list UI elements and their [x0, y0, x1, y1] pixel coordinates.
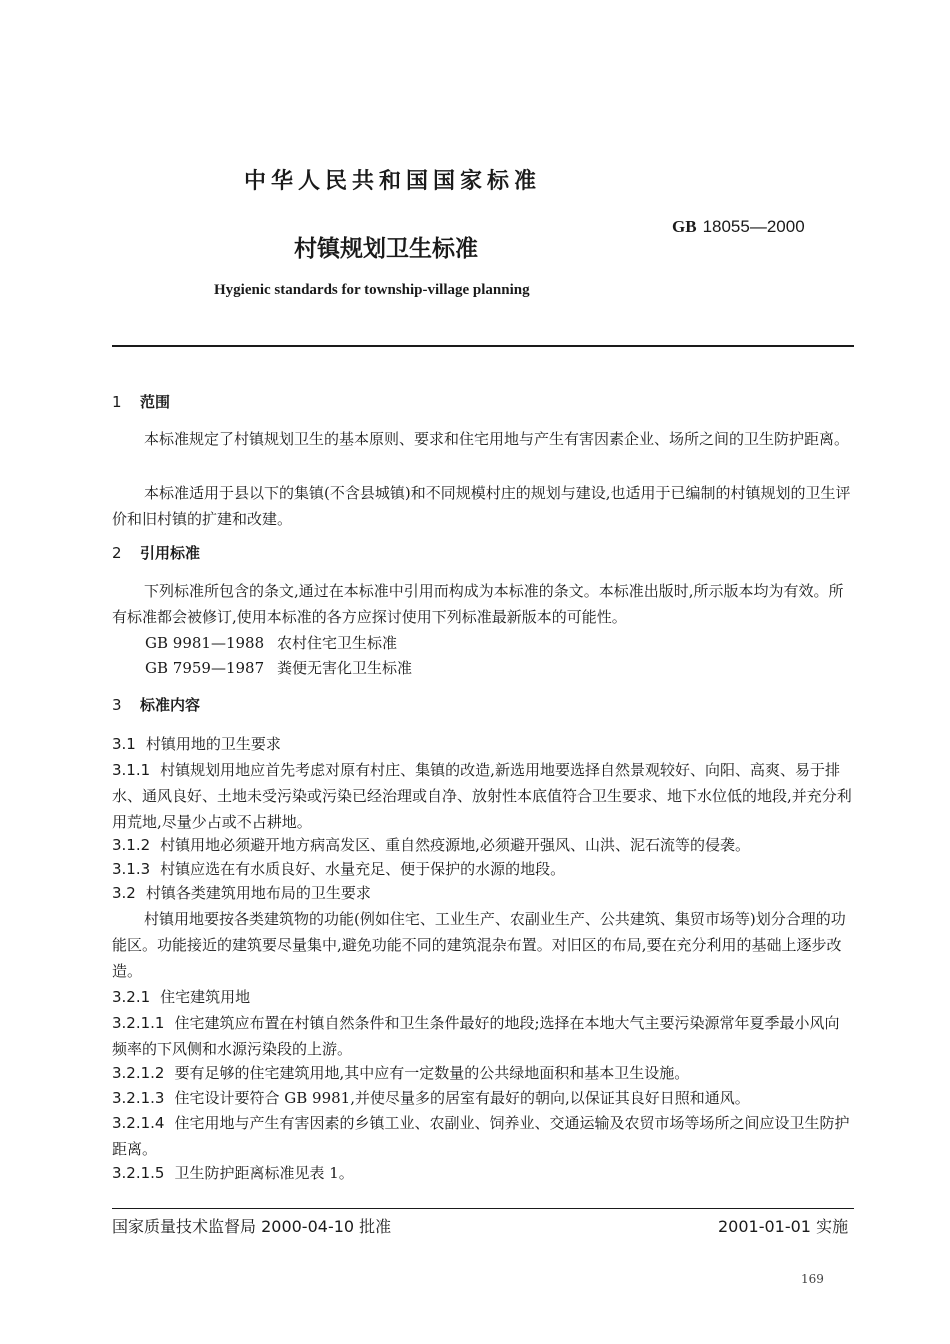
clause-number: 3.2.1.2 [112, 1064, 165, 1082]
clause-text: 村镇各类建筑用地布局的卫生要求 [145, 884, 371, 902]
section-number: 2 [112, 544, 122, 562]
clause-text: 要有足够的住宅建筑用地,其中应有一定数量的公共绿地面积和基本卫生设施。 [174, 1064, 690, 1082]
clause-text: 住宅用地与产生有害因素的乡镇工业、农副业、饲养业、交通运输及农贸市场等场所之间应设卫生防护距离。 [112, 1114, 850, 1158]
clause-text: 村镇应选在有水质良好、水量充足、便于保护的水源的地段。 [160, 860, 566, 878]
clause-number: 3.1.3 [112, 860, 151, 878]
clause-text: 住宅设计要符合 GB 9981,并使尽量多的居室有最好的朝向,以保证其良好日照和通风。 [174, 1089, 750, 1107]
clause-3-2-1-5 [112, 1160, 854, 1186]
clause-3-2 [112, 880, 854, 906]
clause-number: 3.1 [112, 735, 136, 753]
header-divider [112, 345, 854, 347]
document-title-cn: 村镇规划卫生标准 [294, 236, 478, 262]
clause-number: 3.1.2 [112, 836, 151, 854]
clause-number: 3.2.1.4 [112, 1114, 165, 1132]
clause-3-1-1 [112, 757, 854, 835]
national-standard-heading: 中华人民共和国国家标准 [244, 169, 542, 194]
section-number: 1 [112, 393, 122, 411]
section-1-heading [112, 389, 854, 415]
page-number: 169 [801, 1272, 824, 1286]
clause-number: 3.2.1.3 [112, 1089, 165, 1107]
clause-number: 3.2.1.5 [112, 1164, 165, 1182]
clause-3-1 [112, 731, 854, 757]
approval-date: 国家质量技术监督局 2000-04-10 批准 [112, 1217, 392, 1236]
clause-number: 3.2.1.1 [112, 1014, 165, 1032]
clause-number: 3.2.1 [112, 988, 151, 1006]
reference-code: GB 9981—1988 [145, 634, 265, 652]
section-2-heading [112, 540, 854, 566]
section-1-paragraph-2: 本标准适用于县以下的集镇(不含县城镇)和不同规模村庄的规划与建设,也适用于已编制的村镇规划的卫生评价和旧村镇的扩建和改建。 [112, 484, 851, 528]
reference-standard-item [145, 656, 412, 680]
clause-number: 3.1.1 [112, 761, 151, 779]
clause-3-2-1-2 [112, 1060, 854, 1086]
implementation-date: 2001-01-01 实施 [718, 1217, 849, 1236]
section-title: 标准内容 [140, 696, 201, 714]
reference-standard-item [145, 631, 397, 655]
clause-text: 村镇用地必须避开地方病高发区、重自然疫源地,必须避开强风、山洪、泥石流等的侵袭。 [160, 836, 750, 854]
section-title: 引用标准 [140, 544, 201, 562]
clause-3-2-paragraph: 村镇用地要按各类建筑物的功能(例如住宅、工业生产、农副业生产、公共建筑、集贸市场等)划分合理的功能区。功能接近的建筑要尽量集中,避免功能不同的建筑混杂布置。对旧区的布局,要在充分利用的基础上逐步改造。 [112, 910, 846, 980]
clause-3-2-1-4 [112, 1110, 854, 1162]
clause-text: 卫生防护距离标准见表 1。 [174, 1164, 354, 1182]
clause-3-1-2 [112, 832, 854, 858]
clause-3-2-1-3 [112, 1085, 854, 1111]
section-2-paragraph: 下列标准所包含的条文,通过在本标准中引用而构成为本标准的条文。本标准出版时,所示版本均为有效。所有标准都会被修订,使用本标准的各方应探讨使用下列标准最新版本的可能性。 [112, 582, 844, 626]
clause-text: 村镇用地的卫生要求 [145, 735, 281, 753]
reference-name: 农村住宅卫生标准 [277, 634, 398, 652]
clause-text: 住宅建筑应布置在村镇自然条件和卫生条件最好的地段;选择在本地大气主要污染源常年夏季最小风向频率的下风侧和水源污染段的上游。 [112, 1014, 840, 1058]
reference-name: 粪便无害化卫生标准 [277, 659, 413, 677]
clause-text: 住宅建筑用地 [160, 988, 251, 1006]
clause-text: 村镇规划用地应首先考虑对原有村庄、集镇的改造,新选用地要选择自然景观较好、向阳、高爽、易于排水、通风良好、土地未受污染或污染已经治理或自净、放射性本底值符合卫生要求、地下水位低的地段,并充分利用荒地,尽量少占或不占耕地。 [112, 761, 852, 831]
document-title-en: Hygienic standards for township-village planning [214, 282, 530, 298]
footer-divider [112, 1208, 854, 1209]
standard-code-number: 18055—2000 [702, 217, 805, 236]
section-title: 范围 [140, 393, 171, 411]
clause-3-1-3 [112, 856, 854, 882]
section-3-heading [112, 692, 854, 718]
standard-code [672, 217, 805, 237]
standard-code-prefix: GB [672, 217, 697, 236]
clause-3-2-1-1 [112, 1010, 854, 1062]
clause-3-2-1 [112, 984, 854, 1010]
reference-code: GB 7959—1987 [145, 659, 265, 677]
section-1-paragraph-1: 本标准规定了村镇规划卫生的基本原则、要求和住宅用地与产生有害因素企业、场所之间的卫生防护距离。 [144, 430, 850, 448]
section-number: 3 [112, 696, 122, 714]
clause-number: 3.2 [112, 884, 136, 902]
